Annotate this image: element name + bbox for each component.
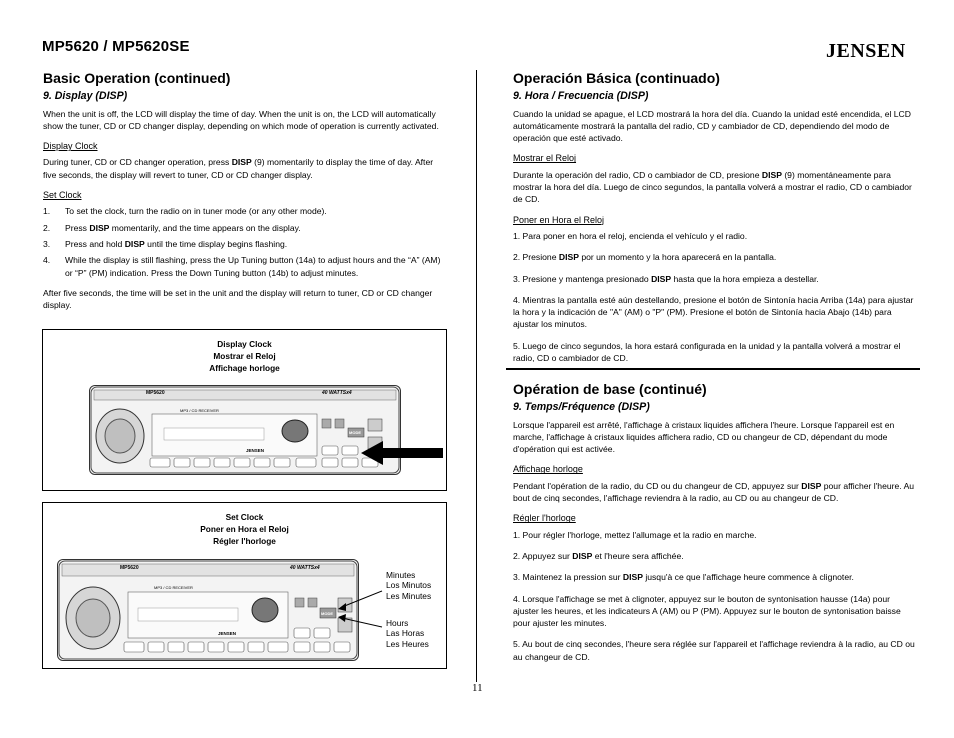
english-subtitle: 9. Display (DISP) [43,90,128,103]
radio-band-label: MP3 / CD RECEIVER [180,408,219,413]
list-item: 1. Pour régler l'horloge, mettez l'allumage et la radio en marche. [513,529,757,540]
radio-band-label: MP3 / CD RECEIVER [154,585,193,590]
list-item: 3. Press and hold DISP until the time display begins flashing. [43,238,288,249]
display-clock-heading: Display Clock [43,141,98,152]
radio-faceplate [57,559,359,661]
figure-caption-en: Set Clock [225,512,264,522]
list-item: 1. To set the clock, turn the radio on in tuner mode (or any other mode). [43,206,327,217]
spanish-section-title: Operación Básica (continuado) [513,70,720,86]
list-item: 5. Luego de cinco segundos, la hora estará configurada en la unidad y la pantalla volverá a mostrar el radio, CD o cambiador de CD. [513,340,901,364]
display-clock-text: During tuner, CD or CD changer operation, press DISP (9) momentarily to display the time of day. After five seconds, the display will revert to tuner, CD or CD changer display. [43,157,434,180]
spanish-clock-text: Durante la operación del radio, CD o cambiador de CD, presione DISP (9) momentáneamente para mostrar la hora del día. Luego de cinco segundos, la pantalla volverá a mostrar el radio, CD o cambiador de CD. [513,169,912,205]
list-item: 2. Press DISP momentarily, and the time appears on the display. [43,222,301,233]
list-item: 4. While the display is still flashing, press the Up Tuning button (14a) to adjust hours and the “A” (AM) or “P” (PM) indication. Press the Down Tuning button (14b) to adjust minutes. [43,255,441,278]
list-item: 3. Presione y mantenga presionado DISP hasta que la hora empieza a destellar. [513,273,819,284]
radio-mode-button: MODE [349,430,361,435]
list-item: 1. Para poner en hora el reloj, encienda el vehículo y el radio. [513,230,748,241]
figure-caption-es: Poner en Hora el Reloj [200,524,289,534]
english-column [43,72,445,319]
set-clock-steps [43,205,445,278]
spanish-column [513,72,918,373]
figure-caption-en: Display Clock [217,339,272,349]
radio-mode-button: MODE [321,611,333,616]
french-steps [513,529,918,663]
display-clock-figure [42,329,447,491]
jensen-logo: JENSEN [826,40,906,62]
disp-arrow [361,438,445,468]
radio-brand: JENSEN [246,448,265,453]
document-model-title: MP5620 / MP5620SE [42,38,190,55]
spanish-intro: Cuando la unidad se apague, el LCD mostrará la hora del día. Cuando la unidad esté encendida, el LCD automáticamente mostrará la pantalla del radio, CD y cambiador de CD, dependiendo del modo de operación que esté activado. [513,108,911,144]
french-intro: Lorsque l'appareil est arrêté, l'affichage à cristaux liquides affichera l'heure. Lorsque l'appareil est en marche, l'affichage à cristaux liquides affichera radio, CD ou changeur de CD, dépendant du mode d'opération qui est activée. [513,419,895,455]
figure-caption-fr: Régler l'horloge [213,536,276,546]
hours-callout: Hours Las Horas Les Heures [386,618,429,649]
radio-illustration [58,560,358,660]
radio-faceplate [89,385,401,475]
list-item: 2. Appuyez sur DISP et l'heure sera affichée. [513,550,684,561]
spanish-steps [513,230,918,364]
set-clock-figure [42,502,447,669]
spanish-subtitle: 9. Hora / Frecuencia (DISP) [513,90,649,103]
list-item: 4. Mientras la pantalla esté aún destellando, presione el botón de Sintonía hacia Arriba (14a) para ajustar la hora y la indicación de "A" (AM) o "P" (PM). Presione el botón de Sintonía hacia Abajo (14b) para ajustar los minutos. [513,294,914,330]
list-item: 3. Maintenez la pression sur DISP jusqu'à ce que l'affichage heure commence à clignoter. [513,572,854,583]
english-outro: After five seconds, the time will be set in the unit and the display will return to tuner, CD or CD changer display. [43,287,433,311]
column-divider [476,70,477,682]
list-item: 2. Presione DISP por un momento y la hora aparecerá en la pantalla. [513,252,777,263]
french-clock-text: Pendant l'opération de la radio, du CD ou du changeur de CD, appuyez sur DISP pour afficher l'heure. Au bout de cinq secondes, l'affichage reviendra à la radio, au CD ou au changeur de CD. [513,480,915,504]
radio-watts: 40 WATTSx4 [290,565,320,571]
french-subtitle: 9. Temps/Fréquence (DISP) [513,401,650,414]
list-item: 4. Lorsque l'affichage se met à clignoter, appuyez sur le bouton de syntonisation hausse (14a) pour ajuster les heures, et les indicateurs A (AM) ou P (PM). Appuyez sur le bouton de syntonisation baisse pour ajuster les minutes. [513,593,901,629]
list-item: 5. Au bout de cinq secondes, l'heure sera réglée sur l'appareil et l'affichage reviendra à la radio, au CD ou au changeur de CD. [513,639,915,662]
radio-model: MP5620 [146,390,165,396]
callout-lines [336,585,384,635]
french-section-title: Opération de base (continué) [513,381,707,397]
radio-brand: JENSEN [218,631,237,636]
minutes-callout: Minutes Los Minutos Les Minutes [386,570,432,601]
radio-watts: 40 WATTSx4 [322,390,352,396]
spanish-set-heading: Poner en Hora el Reloj [513,214,605,225]
french-column [513,383,918,672]
french-set-heading: Régler l'horloge [513,513,576,524]
english-section-title: Basic Operation (continued) [43,70,231,86]
spanish-clock-heading: Mostrar el Reloj [513,153,577,164]
english-intro: When the unit is off, the LCD will display the time of day. When the unit is on, the LCD will automatically show the tuner, CD or CD changer display, depending on which mode of operation is currently activated. [43,108,439,131]
page-number: 11 [472,682,483,694]
figure-caption-es: Mostrar el Reloj [213,351,276,361]
radio-model: MP5620 [120,565,139,571]
figure-caption-fr: Affichage horloge [209,363,280,373]
french-clock-heading: Affichage horloge [513,464,583,475]
set-clock-heading: Set Clock [43,190,82,201]
